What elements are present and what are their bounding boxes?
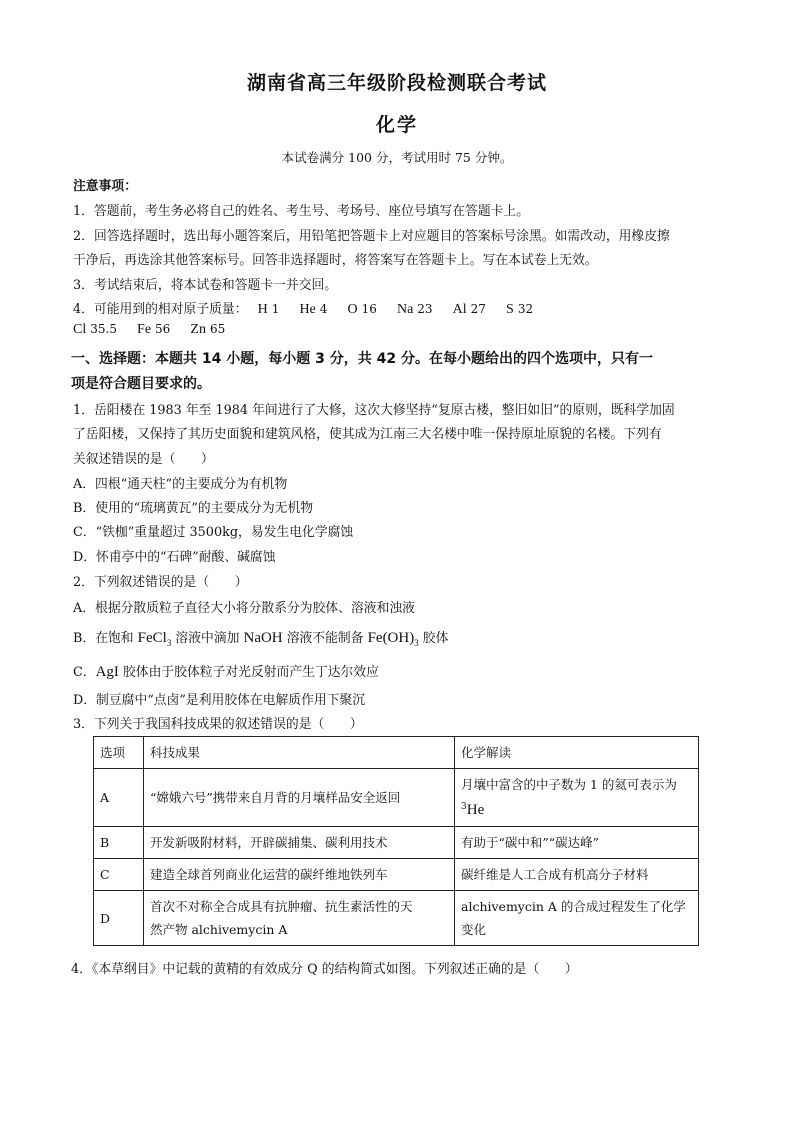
table-cell-tech: 开发新吸附材料，开辟碳捕集、碳利用技术 [144,827,455,859]
q1-stem-line-3: 关叙述错误的是（ ） [73,452,214,467]
element-symbol: Na [396,302,414,317]
q2-option-c-prefix: C． [73,665,96,680]
formula-agi: AgI [95,664,119,680]
element-symbol: H [257,302,268,317]
q3-table [93,736,699,946]
q2-option-b [73,627,448,648]
formula-text: FeCl [137,630,167,646]
q1-option-d: D．怀甫亭中的“石碑”耐酸、碱腐蚀 [73,550,276,565]
note-item-1: 1．答题前，考生务必将自己的姓名、考生号、考场号、座位号填写在答题卡上。 [73,204,530,219]
table-cell-chem: 有助于“碳中和”“碳达峰” [455,827,699,859]
q3-stem: 3．下列关于我国科技成果的叙述错误的是（ ） [73,717,363,732]
formula-naoh: NaOH [243,630,283,646]
element-mass: 1 [271,302,280,316]
q2-option-d: D．制豆腐中“点卤”是利用胶体在电解质作用下聚沉 [73,693,366,708]
section-heading-line-1: 一、选择题：本题共 14 小题，每小题 3 分，共 42 分。在每小题给出的四个选项中，只有一 [71,351,653,367]
element-symbol: S [506,302,514,317]
notes-heading: 注意事项： [73,179,137,194]
element-symbol: Al [452,302,467,317]
element-mass: 56 [155,322,171,336]
q2-option-b-text: 溶液中滴加 [171,631,244,646]
element-symbol: Fe [137,322,152,337]
table-cell-chem [455,891,699,946]
q2-option-c-text: 胶体由于胶体粒子对光反射而产生丁达尔效应 [118,665,379,680]
q2-stem: 2．下列叙述错误的是（ ） [73,575,248,590]
atomic-mass-prefix: 4．可能用到的相对原子质量： [73,302,248,317]
exam-info: 本试卷满分 100 分，考试用时 75 分钟。 [281,150,513,165]
table-cell-tech: “嫦娥六号”携带来自月背的月壤样品安全返回 [144,769,455,827]
table-cell-option: A [94,769,144,827]
tech-text: 然产物 alchivemycin A [150,922,288,938]
element-mass: 23 [417,302,433,316]
note-item-2: 2．回答选择题时，选出每小题答案后，用铅笔把答题卡上对应题目的答案标号涂黑。如需改动，用橡皮擦 [73,229,670,244]
table-row [94,859,699,891]
q1-option-a: A．四根“通天柱”的主要成分为有机物 [73,477,288,492]
table-header-row [94,737,699,769]
note-item-2-cont: 干净后，再选涂其他答案标号。回答非选择题时，将答案写在答题卡上。写在本试卷上无效。 [73,253,598,268]
formula-subscript: 3 [414,638,419,648]
q1-stem-line-2: 了岳阳楼，又保持了其历史面貌和建筑风格，使其成为江南三大名楼中唯一保持原址原貌的名楼。下列有 [73,427,662,442]
table-cell-option: B [94,827,144,859]
q1-option-b: B．使用的“琉璃黄瓦”的主要成分为无机物 [73,501,314,516]
table-cell-chem [455,769,699,827]
q2-option-b-text: 胶体 [418,631,449,646]
chem-text: alchivemycin A 的合成过程发生了化学 [461,899,686,915]
q4-stem: 4．《本草纲目》中记载的黄精的有效成分 Q 的结构简式如图。下列叙述正确的是（ ） [71,962,578,977]
table-row [94,891,699,946]
mass-number-superscript: 3 [461,802,467,812]
note-item-3: 3．考试结束后，将本试卷和答题卡一并交回。 [73,278,338,293]
atomic-mass-line-1 [73,298,543,318]
chem-text: 月壤中富含的中子数为 1 的氦可表示为 [461,777,677,792]
element-mass: 16 [361,302,377,316]
element-mass: 27 [470,302,486,316]
table-cell-option: D [94,891,144,946]
table-cell-tech: 建造全球首列商业化运营的碳纤维地铁列车 [144,859,455,891]
element-mass: 65 [209,322,226,336]
table-cell-option: C [94,859,144,891]
q2-option-a: A．根据分散质粒子直径大小将分散系分为胶体、溶液和浊液 [73,601,415,616]
q2-option-b-text: 溶液不能制备 [282,631,368,646]
table-header-cell: 选项 [94,737,144,769]
table-cell-chem: 碳纤维是人工合成有机高分子材料 [455,859,699,891]
q2-option-b-text: B．在饱和 [73,631,138,646]
q1-stem-line-1: 1．岳阳楼在 1983 年至 1984 年间进行了大修，这次大修坚持“复原古楼，整旧如旧”的原则，既科学加固 [73,403,675,418]
element-symbol: He [299,302,316,317]
element-symbol: Zn [190,322,206,337]
table-row [94,827,699,859]
exam-title: 湖南省高三年级阶段检测联合考试 [246,72,547,94]
formula-fe-oh-3 [368,630,419,646]
table-header-cell: 科技成果 [144,737,455,769]
element-mass: 4 [319,302,328,316]
section-heading-line-2: 项是符合题目要求的。 [71,376,211,392]
element-mass: 35.5 [90,322,117,336]
table-cell-tech [144,891,455,946]
element-symbol: O [347,302,358,317]
formula-subscript: 3 [166,638,172,648]
q2-option-c [73,661,379,681]
chem-text: 变化 [461,922,487,938]
subject-title: 化学 [375,114,418,136]
q1-option-c: C．“铁枷”重量超过 3500kg，易发生电化学腐蚀 [73,525,354,540]
element-mass: 32 [517,302,534,316]
table-row [94,769,699,827]
table-header-cell: 化学解读 [455,737,699,769]
element-symbol: He [466,802,485,819]
formula-text: Fe(OH) [367,630,415,646]
atomic-mass-line-2 [67,322,235,338]
formula-fecl3 [138,630,172,646]
element-symbol: Cl [73,322,87,337]
tech-text: 首次不对称全合成具有抗肿瘤、抗生素活性的天 [150,899,413,915]
